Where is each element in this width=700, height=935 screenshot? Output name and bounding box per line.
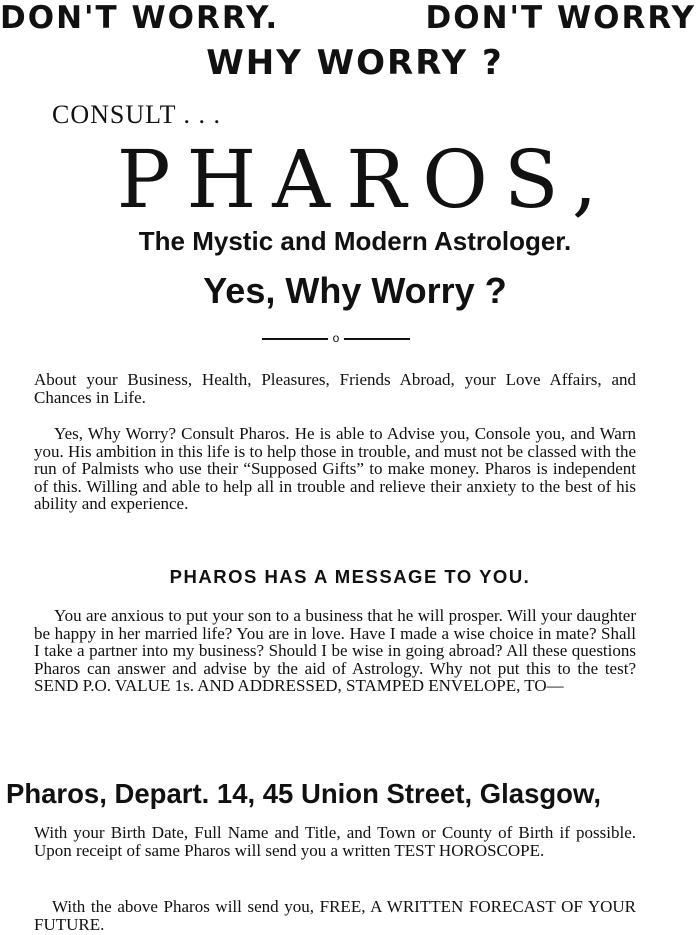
brand-title: PHAROS, — [116, 133, 614, 226]
headline-row — [0, 0, 700, 36]
closing-paragraph: With the above Pharos will send you, FREE, A WRITTEN FORECAST OF YOUR FUTURE. — [34, 897, 636, 934]
message-paragraph: You are anxious to put your son to a business that he will prosper. Will your daughter be happy in her married life? You are in love. Have I made a wise choice in mate? Shall I take a partner into my business? Should I be wise in going abroad? All these questions Pharos can answer and advise by the aid of Astrology. Why not put this to the test? SEND P.O. VALUE 1s. AND ADDRESSED, STAMPED ENVELOPE, TO— — [34, 606, 636, 695]
brand-subtitle: The Mystic and Modern Astrologer. — [138, 226, 572, 256]
headline-left: DON'T WORRY. — [0, 0, 280, 36]
ornamental-divider — [262, 331, 410, 345]
tagline: Yes, Why Worry ? — [203, 270, 507, 311]
divider-mark: o — [328, 331, 344, 345]
why-worry-heading: WHY WORRY ? — [206, 43, 504, 83]
message-heading: PHAROS HAS A MESSAGE TO YOU. — [169, 566, 531, 587]
consult-label: CONSULT . . . — [52, 100, 222, 129]
postal-address: Pharos, Depart. 14, 45 Union Street, Glasgow, — [6, 778, 601, 809]
about-paragraph: Yes, Why Worry? Consult Pharos. He is able to Advise you, Console you, and Warn you. His ambition in this life is to help those in trouble, and must not be classed with the run of Palmists who use their “Supposed Gifts” to make money. Pharos is independent of this. Willing and able to help all in trouble and relieve their anxiety to the best of his ability and experience. — [34, 424, 636, 513]
instructions-paragraph: With your Birth Date, Full Name and Title, and Town or County of Birth if possible. Upon receipt of same Pharos will send you a written TEST HOROSCOPE. — [34, 823, 636, 860]
headline-right: DON'T WORRY — [425, 0, 696, 36]
intro-paragraph: About your Business, Health, Pleasures, Friends Abroad, your Love Affairs, and Chances in Life. — [34, 370, 636, 407]
